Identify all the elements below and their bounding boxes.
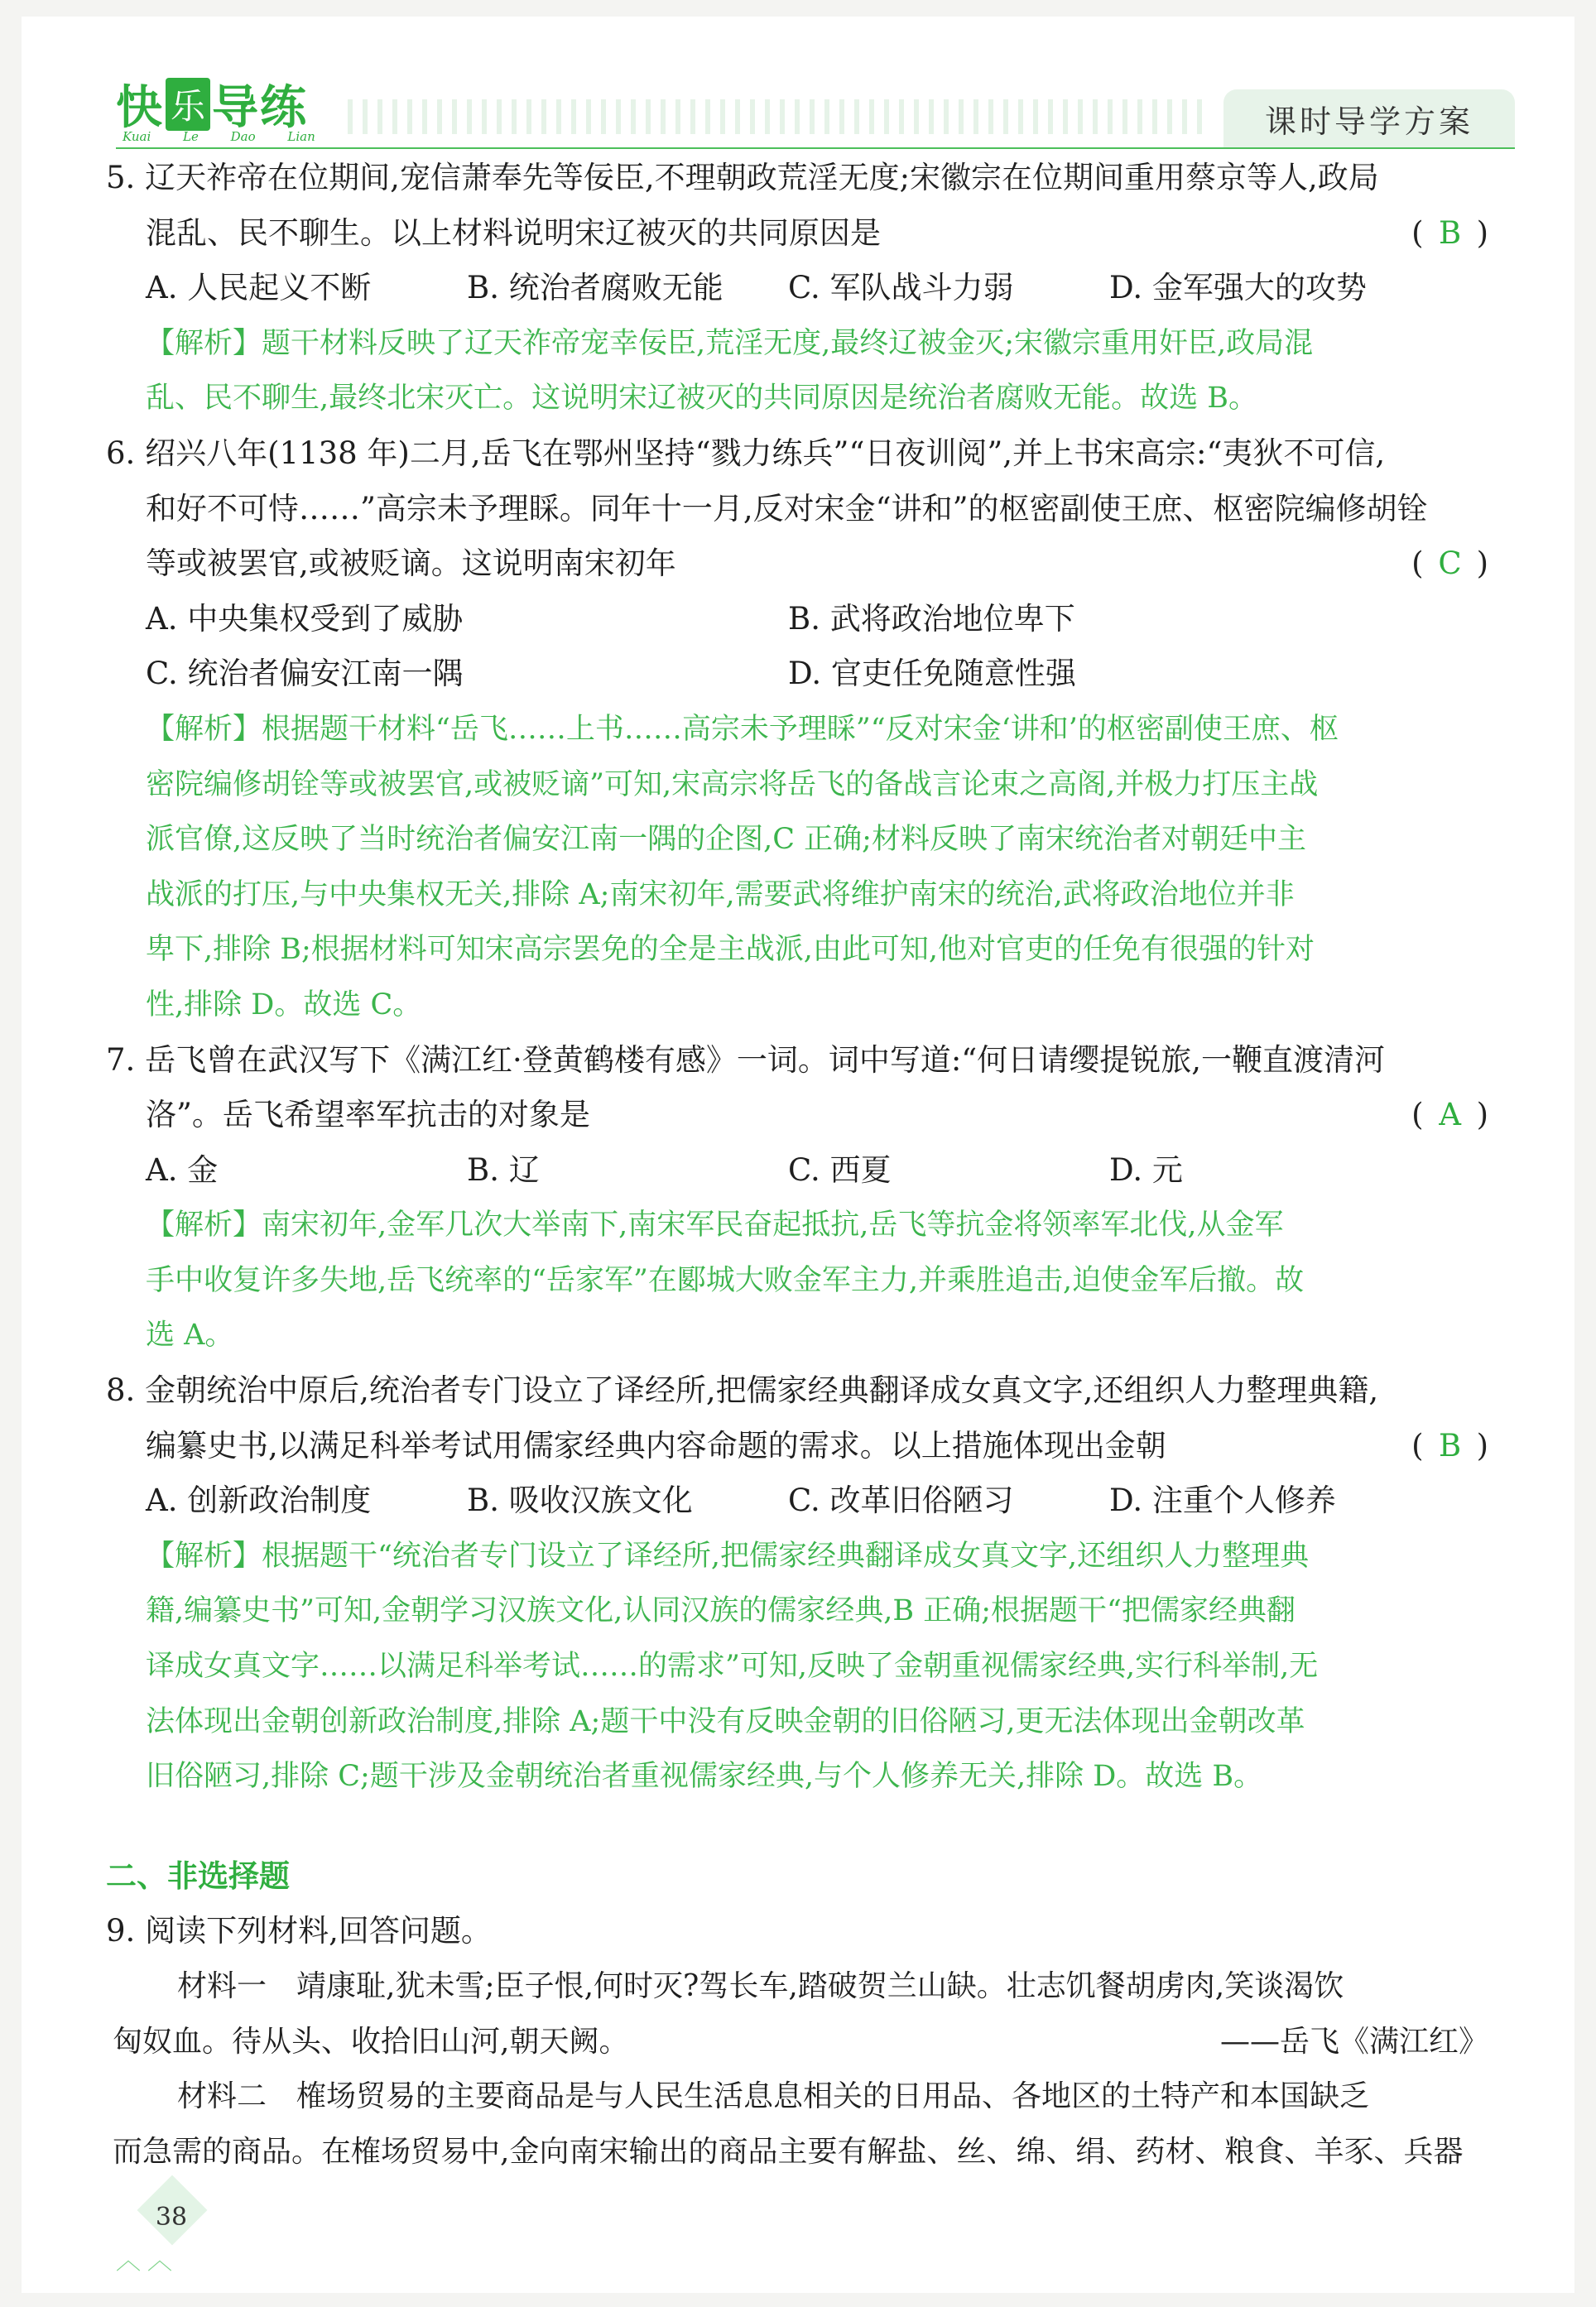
option: B. 吸收汉族文化 <box>467 1483 693 1519</box>
material1-text: 匈奴血。待从头、收拾旧山河,朝天阙。 <box>113 2024 629 2059</box>
question-stem-line <box>106 1419 1497 1474</box>
question-text: 6. 绍兴八年(1138 年)二月,岳飞在鄂州坚持“戮力练兵”“日夜训阅”,并上书宋高宗:“夷狄不可信, <box>106 435 1386 471</box>
option: C. 统治者偏安江南一隅 <box>146 656 464 692</box>
section-title: 二、非选择题 <box>106 1858 290 1894</box>
question-text: 编纂史书,以满足科举考试用儒家经典内容命题的需求。以上措施体现出金朝 <box>146 1427 1166 1464</box>
material2-line: 材料二 榷场贸易的主要商品是与人民生活息息相关的日用品、各地区的土特产和本国缺乏 <box>177 2079 1370 2114</box>
options-row <box>106 1143 1497 1199</box>
options-row <box>106 592 1497 647</box>
questions <box>106 151 1497 1805</box>
question-stem-line <box>106 151 1497 206</box>
brand-rest: 导练 <box>212 81 309 135</box>
brand-logo <box>116 71 309 135</box>
page-number: 38 <box>155 2202 188 2232</box>
question-text: 混乱、民不聊生。以上材料说明宋辽被灭的共同原因是 <box>146 214 881 251</box>
option: A. 人民起义不断 <box>146 270 372 306</box>
option: C. 改革旧俗陋习 <box>788 1483 1014 1519</box>
analysis-line: 性,排除 D。故选 C。 <box>146 988 422 1021</box>
question-stem-line <box>106 482 1497 537</box>
question-stem-line <box>106 1363 1497 1419</box>
chevron-up-icon: ︿︿ <box>116 2247 179 2276</box>
analysis-line: 手中收复许多失地,岳飞统率的“岳家军”在郾城大败金军主力,并乘胜追击,迫使金军后撤。故 <box>146 1263 1305 1297</box>
question-stem-line <box>106 1033 1497 1089</box>
option: A. 金 <box>146 1151 219 1188</box>
analysis-line: 派官僚,这反映了当时统治者偏安江南一隅的企图,C 正确;材料反映了南宋统治者对朝廷中主 <box>146 823 1306 857</box>
option: D. 注重个人修养 <box>1109 1483 1336 1519</box>
analysis-line: 籍,编纂史书”可知,金朝学习汉族文化,认同汉族的儒家经典,B 正确;根据题干“把儒家经典翻 <box>146 1594 1296 1628</box>
brand-le: 乐 <box>166 78 210 131</box>
question-text: 8. 金朝统治中原后,统治者专门设立了译经所,把儒家经典翻译成女真文字,还组织人力整理典籍, <box>106 1372 1379 1409</box>
answer-bracket: ( C ) <box>1411 536 1488 592</box>
question-stem-line <box>106 426 1497 482</box>
option: B. 辽 <box>467 1151 540 1188</box>
material2-line: 而急需的商品。在榷场贸易中,金向南宋输出的商品主要有解盐、丝、绵、绢、药材、粮食、羊豕、兵器 <box>113 2134 1464 2169</box>
analysis-line: 【解析】南宋初年,金军几次大举南下,南宋军民奋起抵抗,岳飞等抗金将领率军北伐,从金军 <box>146 1209 1284 1242</box>
header-tag: 课时导学方案 <box>1223 89 1515 147</box>
material1-source: ——岳飞《满江红》 <box>1219 2024 1488 2059</box>
option: D. 元 <box>1109 1151 1183 1188</box>
analysis-line: 卑下,排除 B;根据材料可知宋高宗罢免的全是主战派,由此可知,他对官吏的任免有很强的针对 <box>146 933 1315 967</box>
header-stripes <box>348 99 1209 134</box>
q9-stem: 9. 阅读下列材料,回答问题。 <box>106 1913 492 1949</box>
analysis-line: 选 A。 <box>146 1319 234 1353</box>
option: A. 创新政治制度 <box>146 1483 372 1519</box>
header-rule <box>116 147 1515 149</box>
material1-line: 材料一 靖康耻,犹未雪;臣子恨,何时灭?驾长车,踏破贺兰山缺。壮志饥餐胡虏肉,笑谈渴饮 <box>177 1969 1344 2003</box>
question-stem-line <box>106 1088 1497 1143</box>
question-stem-line <box>106 206 1497 262</box>
options-row <box>106 1473 1497 1529</box>
brand-kuai: 快 <box>116 81 164 135</box>
analysis-line: 战派的打压,与中央集权无关,排除 A;南宋初年,需要武将维护南宋的统治,武将政治地位并非 <box>146 877 1295 911</box>
answer-letter: B <box>1438 1427 1462 1464</box>
option: B. 统治者腐败无能 <box>467 270 723 306</box>
question-stem-line <box>106 536 1497 592</box>
question-text: 5. 辽天祚帝在位期间,宠信萧奉先等佞臣,不理朝政荒淫无度;宋徽宗在位期间重用蔡京等人,政局 <box>106 160 1379 195</box>
answer-letter: C <box>1438 546 1462 582</box>
brand-pinyin: Kuai Le Dao Lian <box>123 129 315 144</box>
analysis-line: 旧俗陋习,排除 C;题干涉及金朝统治者重视儒家经典,与个人修养无关,排除 D。故选 B。 <box>146 1760 1263 1794</box>
options-row <box>106 646 1497 702</box>
answer-bracket: ( B ) <box>1411 1419 1488 1474</box>
option: B. 武将政治地位卑下 <box>788 600 1075 637</box>
analysis-line: 【解析】根据题干“统治者专门设立了译经所,把儒家经典翻译成女真文字,还组织人力整理典 <box>146 1539 1310 1573</box>
question-text: 洛”。岳飞希望率军抗击的对象是 <box>146 1097 590 1133</box>
analysis-line: 乱、民不聊生,最终北宋灭亡。这说明宋辽被灭的共同原因是统治者腐败无能。故选 B。 <box>146 382 1257 416</box>
answer-letter: A <box>1439 1097 1461 1133</box>
analysis-line: 法体现出金朝创新政治制度,排除 A;题干中没有反映金朝的旧俗陋习,更无法体现出金朝改革 <box>146 1704 1305 1738</box>
analysis-line: 密院编修胡铨等或被罢官,或被贬谪”可知,宋高宗将岳飞的备战言论束之高阁,并极力打压主战 <box>146 767 1319 801</box>
material1-line <box>106 2015 1497 2070</box>
option: C. 西夏 <box>788 1151 892 1188</box>
answer-bracket: ( A ) <box>1411 1088 1488 1143</box>
analysis-line: 【解析】题干材料反映了辽天祚帝宠幸佞臣,荒淫无度,最终辽被金灭;宋徽宗重用奸臣,政局混 <box>146 326 1314 360</box>
answer-letter: B <box>1438 214 1462 251</box>
option: D. 官吏任免随意性强 <box>788 656 1076 692</box>
analysis-line: 译成女真文字……以满足科举考试……的需求”可知,反映了金朝重视儒家经典,实行科举制,无 <box>146 1650 1319 1684</box>
option: D. 金军强大的攻势 <box>1109 270 1367 306</box>
question-text: 7. 岳飞曾在武汉写下《满江红·登黄鹤楼有感》一词。词中写道:“何日请缨提锐旅,一鞭直渡清河 <box>106 1041 1385 1078</box>
question-text: 和好不可恃……”高宗未予理睬。同年十一月,反对宋金“讲和”的枢密副使王庶、枢密院编修胡铨 <box>146 490 1428 526</box>
analysis-line: 【解析】根据题干材料“岳飞……上书……高宗未予理睬”“反对宋金‘讲和’的枢密副使王庶、枢 <box>146 712 1339 746</box>
options-row <box>106 261 1497 316</box>
answer-bracket: ( B ) <box>1411 206 1488 262</box>
option: C. 军队战斗力弱 <box>788 270 1014 306</box>
content <box>106 151 1497 2180</box>
question-text: 等或被罢官,或被贬谪。这说明南宋初年 <box>146 546 676 582</box>
option: A. 中央集权受到了威胁 <box>146 600 464 637</box>
